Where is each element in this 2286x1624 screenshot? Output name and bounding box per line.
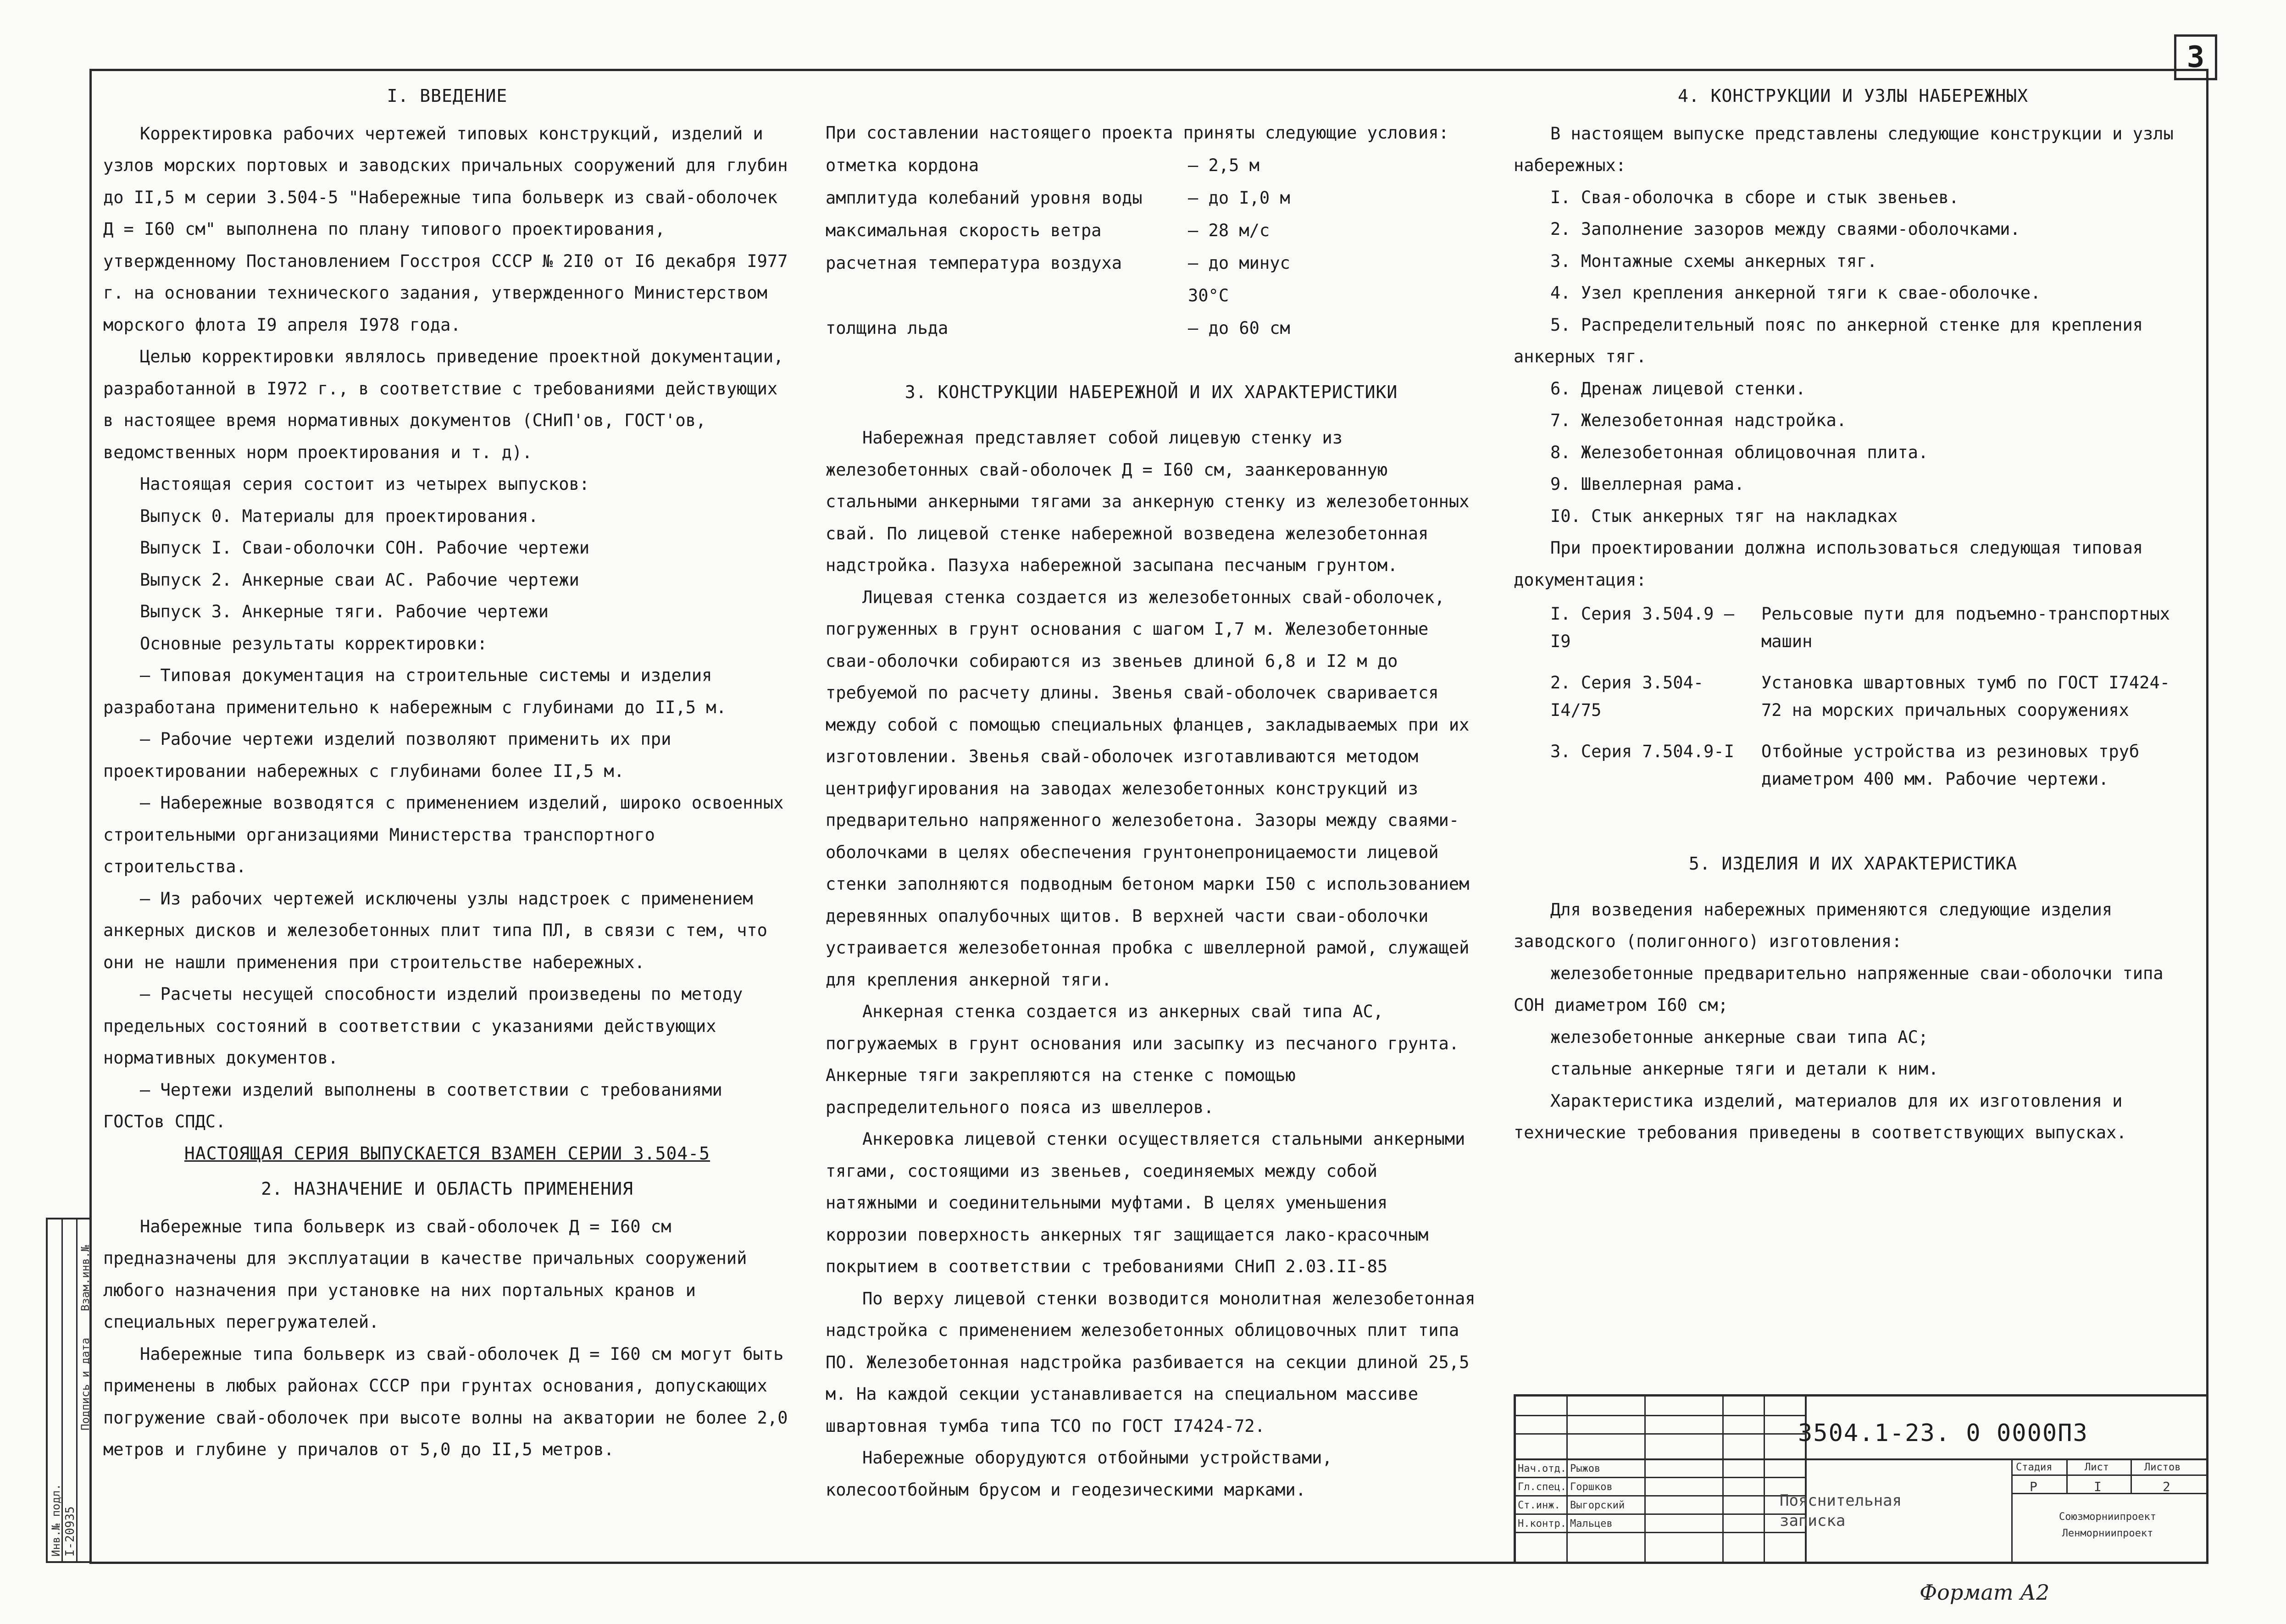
condition-key: расчетная температура воздуха bbox=[826, 253, 1122, 273]
doc-series: I. Серия 3.504.9 – I9 bbox=[1550, 604, 1734, 651]
stamp-inv-number: I-20935 bbox=[63, 1506, 77, 1557]
sheet-header: Лист bbox=[2085, 1462, 2109, 1473]
doc-series: 2. Серия 3.504-I4/75 bbox=[1550, 673, 1704, 720]
list-item: 6. Дренаж лицевой стенки. bbox=[1550, 378, 1806, 399]
doc-title: Отбойные устройства из резиновых труб диаметром 400 мм. Рабочие чертежи. bbox=[1761, 742, 2140, 789]
role: Гл.спец. bbox=[1518, 1481, 1566, 1493]
reference-docs-table bbox=[1514, 600, 2192, 807]
role: Ст.инж. bbox=[1518, 1500, 1560, 1511]
person: Рыжов bbox=[1570, 1463, 1601, 1474]
heading-purpose: 2. НАЗНАЧЕНИЕ И ОБЛАСТЬ ПРИМЕНЕНИЯ bbox=[261, 1179, 633, 1199]
doc-series: 3. Серия 7.504.9-I bbox=[1550, 742, 1734, 761]
list-item: Выпуск 3. Анкерные тяги. Рабочие чертежи bbox=[140, 602, 549, 621]
role: Н.контр. bbox=[1518, 1518, 1566, 1530]
paragraph: Набережные типа больверк из свай-оболочек Д = I60 см предназначены для эксплуатации в качестве причальных сооружений любого назначения при установке на них портальных кранов и специальных перегружателей. bbox=[103, 1216, 747, 1332]
list-item: стальные анкерные тяги и детали к ним. bbox=[1550, 1059, 1939, 1079]
list-item: 2. Заполнение зазоров между сваями-оболочками. bbox=[1550, 219, 2020, 239]
list-item: 3. Монтажные схемы анкерных тяг. bbox=[1550, 251, 1877, 271]
list-item: I0. Стык анкерных тяг на накладках bbox=[1550, 506, 1898, 526]
heading-introduction: I. ВВЕДЕНИЕ bbox=[387, 86, 508, 106]
condition-key: толщина льда bbox=[826, 318, 949, 338]
sheets-value: 2 bbox=[2163, 1479, 2170, 1494]
person: Выгорский bbox=[1570, 1500, 1625, 1511]
paragraph: Целью корректировки являлось приведение проектной документации, разработанной в I972 г., в соответствие с требованиями действующих в настоящее время нормативных документов (СНиП'ов, ГОСТ'ов, ведомственных норм проектирования и т. д). bbox=[103, 347, 784, 462]
stage-header: Стадия bbox=[2016, 1462, 2053, 1473]
format-label: Формат А2 bbox=[1920, 1580, 2050, 1605]
paragraph: Лицевая стенка создается из железобетонных свай-оболочек, погруженных в грунт основания с шагом I,7 м. Железобетонные сваи-оболочки собираются из звеньев длиной 6,8 и I2 м до требуемой по расчету длины. Звенья свай-оболочек сваривается между собой с помощью специальных фланцев, закладываемых при их изготовлении. Звенья свай-оболочек изготавливаются методом центрифугирования на заводах железобетонных конструкций из предварительно напряженного железобетона. Зазоры между сваями-оболочками в целях обеспечения грунтонепроницаемости лицевой стенки заполняются подводным бетоном марки I50 с использованием деревянных опалубочных щитов. В верхней части сваи-оболочки устраивается железобетонная пробка с швеллерной рамой, служащей для крепления анкерной тяги. bbox=[826, 587, 1470, 990]
list-item: – Чертежи изделий выполнены в соответствии с требованиями ГОСТов СПДС. bbox=[103, 1080, 722, 1131]
list-item: – Типовая документация на строительные системы и изделия разработана применительно к набережным с глубинами до II,5 м. bbox=[103, 665, 727, 717]
paragraph: Корректировка рабочих чертежей типовых конструкций, изделий и узлов морских портовых и заводских причальных сооружений для глубин до II,5 м серии 3.504-5 "Набережные типа больверк из свай-оболочек Д = I60 см" выполнена по плану типового проектирования, утвержденному Постановлением Госстроя СССР № 2I0 от I6 декабря I977 г. на основании технического задания, утвержденного Министерством морского флота I9 апреля I978 года. bbox=[103, 123, 788, 335]
paragraph: Набережные оборудуются отбойными устройствами, колесоотбойным брусом и геодезическими марками. bbox=[826, 1448, 1332, 1500]
paragraph: По верху лицевой стенки возводится монолитная железобетонная надстройка с применением железобетонных облицовочных плит типа ПО. Железобетонная надстройка разбивается на секции длиной 25,5 м. На каждой секции устанавливается на специальном массиве швартовная тумба типа ТСО по ГОСТ I7424-72. bbox=[826, 1288, 1476, 1436]
margin-stamp bbox=[46, 1218, 91, 1563]
list-item: Выпуск I. Сваи-оболочки СОН. Рабочие чертежи bbox=[140, 538, 590, 558]
list-item: 4. Узел крепления анкерной тяги к свае-оболочке. bbox=[1550, 283, 2041, 303]
list-item: – Расчеты несущей способности изделий произведены по методу предельных состояний в соответствии с указаниями действующих нормативных документов. bbox=[103, 984, 743, 1068]
column-structures bbox=[826, 117, 1477, 1506]
conditions-intro: При составлении настоящего проекта приняты следующие условия: bbox=[826, 123, 1449, 143]
condition-value: – до I,0 м bbox=[1188, 188, 1290, 208]
condition-value: – 28 м/с bbox=[1188, 220, 1270, 240]
stamp-signature-date: Подпись и дата bbox=[79, 1337, 92, 1430]
heading-nodes: 4. КОНСТРУКЦИИ И УЗЛЫ НАБЕРЕЖНЫХ bbox=[1677, 86, 2029, 106]
paragraph: Набережные типа больверк из свай-оболочек Д = I60 см могут быть применены в любых районах СССР при грунтах основания, допускающих погружение свай-оболочек при высоте волны на акватории не более 2,0 метров и глубине у причалов от 5,0 до II,5 метров. bbox=[103, 1344, 788, 1459]
paragraph: Набережная представляет собой лицевую стенку из железобетонных свай-оболочек Д = I60 см, заанкерованную стальными анкерными тягами за анкерную стенку из железобетонных свай. По лицевой стенке набережной возведена железобетонная надстройка. Пазуха набережной засыпана песчаным грунтом. bbox=[826, 428, 1470, 575]
column-introduction bbox=[103, 80, 791, 1466]
paragraph: Анкеровка лицевой стенки осуществляется стальными анкерными тягами, состоящими из звеньев, соединяемых между собой натяжными и соединительными муфтами. В целях уменьшения коррозии поверхность анкерных тяг защищается лако-красочным покрытием в соответствии с требованиями СНиП 2.03.II-85 bbox=[826, 1129, 1465, 1276]
paragraph: Характеристика изделий, материалов для их изготовления и технические требования приведены в соответствующих выпусках. bbox=[1514, 1091, 2127, 1142]
list-item: 7. Железобетонная надстройка. bbox=[1550, 410, 1847, 430]
sheet-number: 3 bbox=[2174, 34, 2217, 80]
paragraph: В настоящем выпуске представлены следующие конструкции и узлы набережных: bbox=[1514, 123, 2174, 175]
conditions-table bbox=[826, 149, 1477, 344]
paragraph: Настоящая серия состоит из четырех выпусков: bbox=[140, 474, 590, 494]
paragraph: Основные результаты корректировки: bbox=[140, 633, 488, 654]
doc-title: Рельсовые пути для подъемно-транспортных машин bbox=[1761, 604, 2170, 651]
document-name: Пояснительная записка bbox=[1780, 1491, 1902, 1530]
stamp-original-inv: Инв.№ подл. bbox=[50, 1484, 62, 1557]
person: Горшков bbox=[1570, 1481, 1613, 1493]
condition-key: максимальная скорость ветра bbox=[826, 220, 1102, 240]
condition-key: отметка кордона bbox=[826, 155, 979, 175]
condition-key: амплитуда колебаний уровня воды bbox=[826, 188, 1143, 208]
paragraph: При проектировании должна использоваться следующая типовая документация: bbox=[1514, 538, 2143, 590]
column-nodes-products bbox=[1514, 80, 2192, 1149]
list-item: 8. Железобетонная облицовочная плита. bbox=[1550, 442, 1929, 462]
list-item: 5. Распределительный пояс по анкерной стенке для крепления анкерных тяг. bbox=[1514, 315, 2143, 366]
document-code: 3504.1-23. 0 0000ПЗ bbox=[1798, 1419, 2088, 1447]
doc-title: Установка швартовных тумб по ГОСТ I7424-72 на морских причальных сооружениях bbox=[1761, 673, 2170, 720]
paragraph: Для возведения набережных применяются следующие изделия заводского (полигонного) изготовления: bbox=[1514, 899, 2113, 951]
stamp-replaced-inv: Взам.инв.№ bbox=[79, 1245, 92, 1311]
list-item: железобетонные анкерные сваи типа АС; bbox=[1550, 1027, 1929, 1047]
list-item: I. Свая-оболочка в сборе и стык звеньев. bbox=[1550, 187, 1959, 207]
list-item: – Из рабочих чертежей исключены узлы надстроек с применением анкерных дисков и железобетонных плит типа ПЛ, в связи с тем, что они не нашли применения при строительстве набережных. bbox=[103, 888, 767, 972]
sheet-value: I bbox=[2094, 1479, 2102, 1494]
stage-value: Р bbox=[2030, 1479, 2037, 1494]
list-item: – Рабочие чертежи изделий позволяют применить их при проектировании набережных с глубинами более II,5 м. bbox=[103, 729, 671, 781]
replacement-note: НАСТОЯЩАЯ СЕРИЯ ВЫПУСКАЕТСЯ ВЗАМЕН СЕРИИ 3.504-5 bbox=[184, 1143, 710, 1164]
organization: Союзморниипроект Ленморниипроект bbox=[2059, 1511, 2156, 1539]
sheets-header: Листов bbox=[2144, 1462, 2181, 1473]
condition-value: – 2,5 м bbox=[1188, 155, 1260, 175]
list-item: железобетонные предварительно напряженные сваи-оболочки типа СОН диаметром I60 см; bbox=[1514, 963, 2164, 1015]
heading-structures: 3. КОНСТРУКЦИИ НАБЕРЕЖНОЙ И ИХ ХАРАКТЕРИСТИКИ bbox=[904, 382, 1398, 402]
role: Нач.отд. bbox=[1518, 1463, 1566, 1474]
person: Мальцев bbox=[1570, 1518, 1613, 1530]
list-item: – Набережные возводятся с применением изделий, широко освоенных строительными организациями Министерства транспортного строительства. bbox=[103, 793, 784, 876]
condition-value: – до 60 см bbox=[1188, 318, 1290, 338]
heading-products: 5. ИЗДЕЛИЯ И ИХ ХАРАКТЕРИСТИКА bbox=[1688, 854, 2018, 874]
list-item: Выпуск 0. Материалы для проектирования. bbox=[140, 506, 538, 526]
condition-value: – до минус 30°С bbox=[1188, 253, 1290, 305]
list-item: Выпуск 2. Анкерные сваи АС. Рабочие чертежи bbox=[140, 570, 579, 590]
paragraph: Анкерная стенка создается из анкерных свай типа АС, погружаемых в грунт основания или засыпку из песчаного грунта. Анкерные тяги закрепляются на стенке с помощью распределительного пояса из швеллеров. bbox=[826, 1002, 1459, 1117]
list-item: 9. Швеллерная рама. bbox=[1550, 474, 1745, 494]
